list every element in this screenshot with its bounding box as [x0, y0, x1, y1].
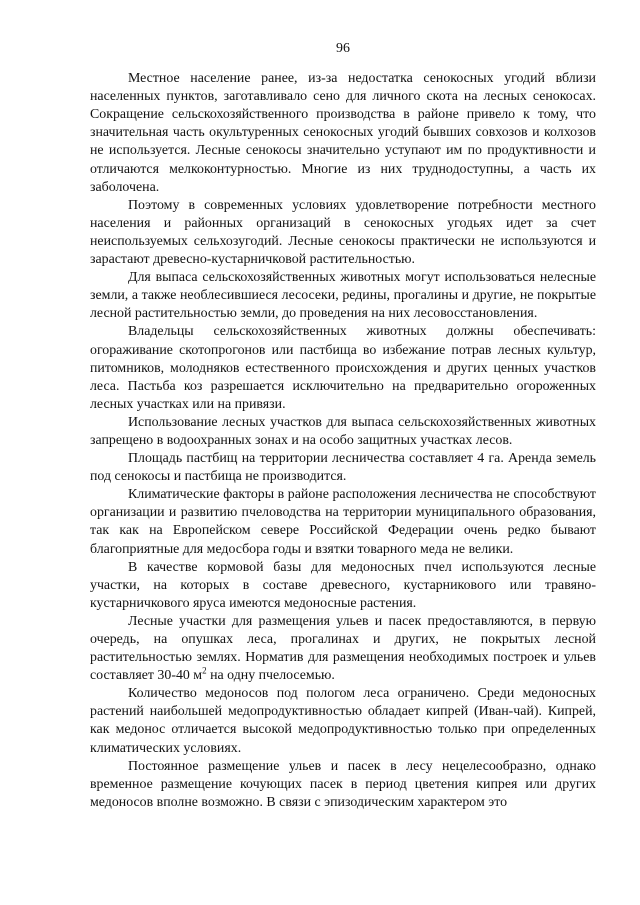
- paragraph-hayfields-current: Поэтому в современных условиях удовлетворение потребности местного населения и районных организаций в сенокосных угодьях идет за счет неиспользуемых сельхозугодий. Лесные сенокосы практически не используются и зарастают древесно-кустарничковой растительностью.: [90, 197, 596, 268]
- paragraph-grazing-lands: Для выпаса сельскохозяйственных животных могут использоваться нелесные земли, а также необлесившиеся лесосеки, редины, прогалины и другие, не покрытые лесной растительностью земли, до проведения на них лесовосстановления.: [90, 270, 596, 322]
- hive-placement-text: Лесные участки для размещения ульев и пасек предоставляются, в первую очередь, на опушках леса, прогалинах и других, не покрытых лесной растительностью землях. Норматив для размещения необходимых построек и ульев составляет 30-40 м: [90, 613, 596, 684]
- paragraph-apiary-placement: Постоянное размещение ульев и пасек в лесу нецелесообразно, однако временное размещение кочующих пасек в период цветения кипрея или других медоносов вполне возможно. В связи с эпизодическим характером это: [90, 758, 596, 810]
- paragraph-pasture-area: Площадь пастбищ на территории лесничества составляет 4 га. Аренда земель под сенокосы и пастбища не производится.: [90, 451, 596, 485]
- square-meter-superscript: 2: [202, 665, 207, 676]
- paragraph-honey-plants: Количество медоносов под пологом леса ограничено. Среди медоносных растений наибольшей медопродуктивностью обладает кипрей (Иван-чай). Кипрей, как медонос отличается высокой медопродуктивностью только при определенных климатических условиях.: [90, 686, 596, 756]
- document-page: [90, 40, 596, 812]
- paragraph-forage-base: В качестве кормовой базы для медоносных пчел используются лесные участки, на которых в составе древесного, кустарникового или травяно-кустарничкового яруса имеются медоносные растения.: [90, 559, 596, 611]
- paragraph-grazing-prohibition: Использование лесных участков для выпаса сельскохозяйственных животных запрещено в водоохранных зонах и на особо защитных участках лесов.: [90, 414, 596, 448]
- paragraph-livestock-owners: Владельцы сельскохозяйственных животных должны обеспечивать: огораживание скотопрогонов или пастбища во избежание потрав лесных культур, питомников, молодняков естественного происхождения и других ценных участков леса. Пастьба коз разрешается исключительно на предварительно огороженных лесных участках или на привязи.: [90, 324, 596, 412]
- hive-placement-tail: на одну пчелосемью.: [206, 668, 335, 684]
- paragraph-beekeeping-climate: Климатические факторы в районе расположения лесничества не способствуют организации и развитию пчеловодства на территории муниципального образования, так как на Европейском севере Российской Федерации очень редко бывают благоприятные для медосбора годы и взятки товарного меда не велики.: [90, 487, 596, 557]
- paragraph-hayfields-history: Местное население ранее, из-за недостатка сенокосных угодий вблизи населенных пунктов, заготавливало сено для личного скота на лесных сенокосах. Сокращение сельскохозяйственного производства в районе привело к тому, что значительная часть окультуренных сенокосных угодий бывших совхозов и колхозов не используется. Лесные сенокосы значительно уступают им по продуктивности и отличаются мелкоконтурностью. Многие из них труднодоступны, а часть их заболочена.: [90, 71, 596, 195]
- paragraph-hive-placement: [90, 613, 596, 685]
- page-number: 96: [336, 41, 350, 56]
